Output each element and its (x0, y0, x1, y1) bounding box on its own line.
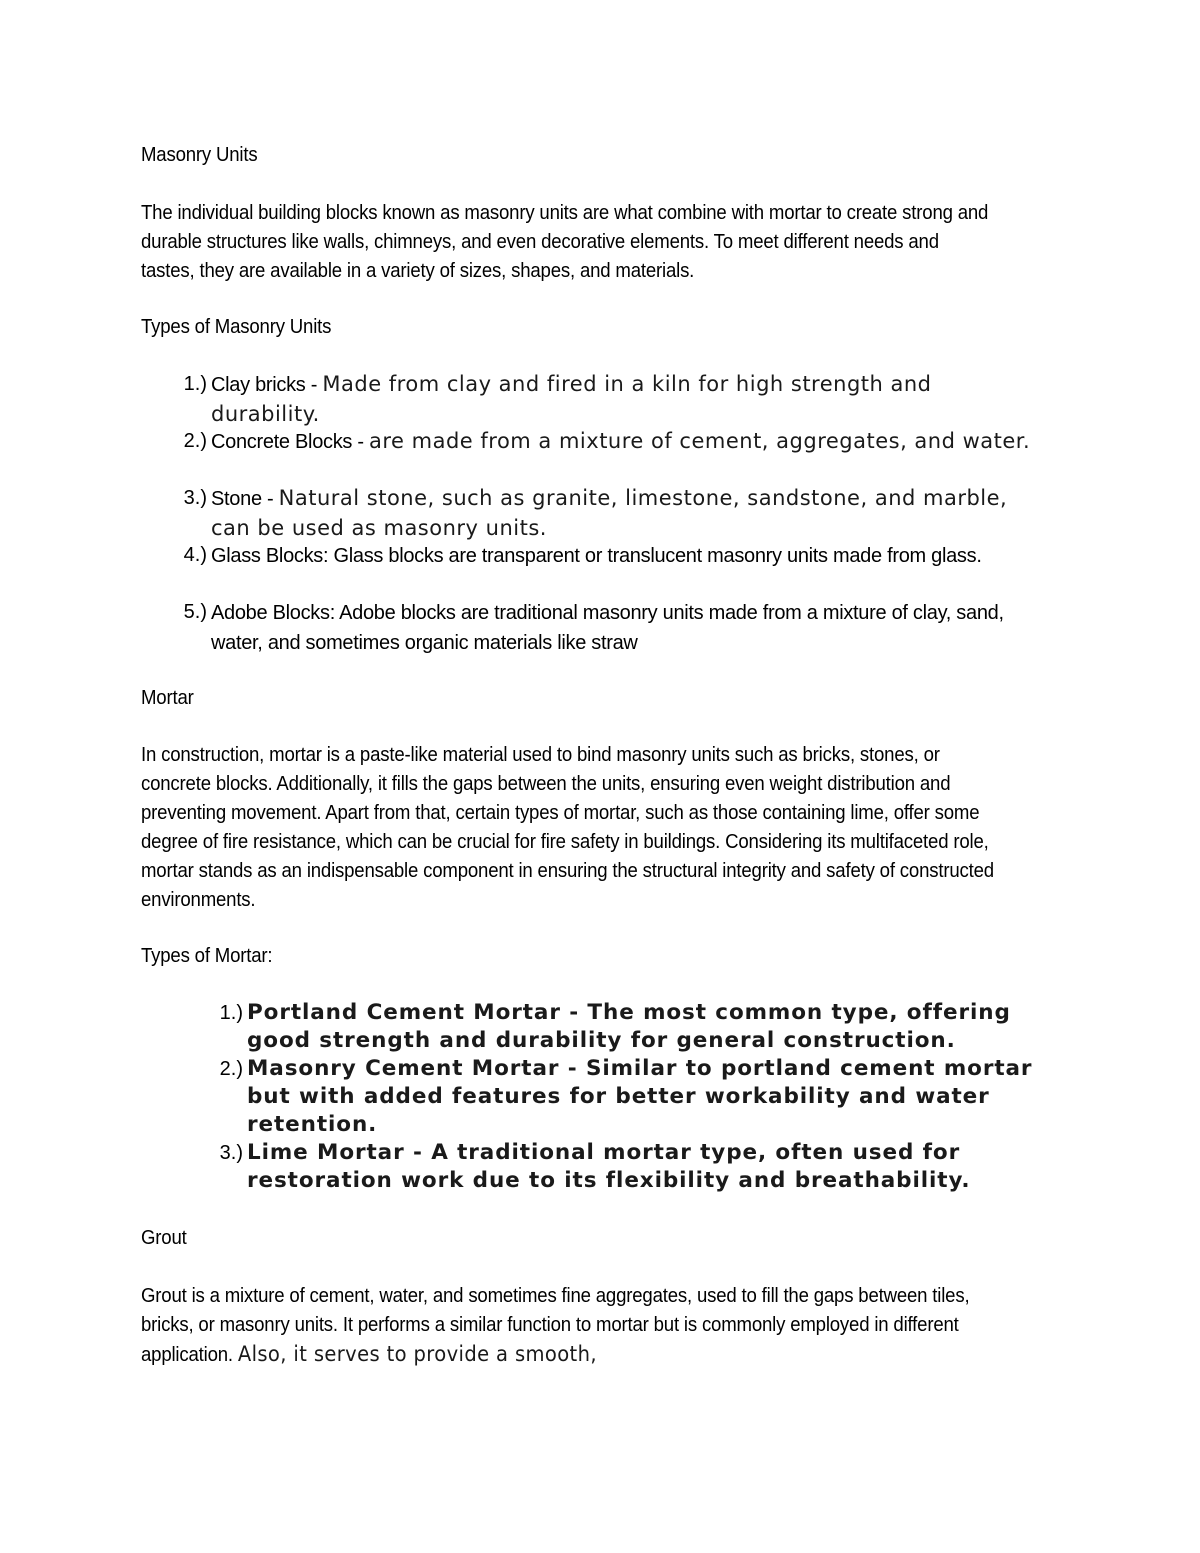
item-description: Natural stone, such as granite, limestone, sandstone, and marble, can be used as masonry units. (211, 486, 1008, 540)
heading-types-of-masonry-units: Types of Masonry Units (141, 316, 332, 338)
item-label: Concrete Blocks - (211, 431, 369, 453)
list-number: 3.) (183, 487, 207, 509)
item-text: Glass Blocks: Glass blocks are transparent or translucent masonry units made from glass. (211, 545, 982, 567)
list-number: 1.) (219, 1002, 243, 1024)
heading-types-of-mortar: Types of Mortar: (141, 945, 273, 967)
list-item (183, 541, 1041, 598)
item-description: are made from a mixture of cement, aggregates, and water. (369, 429, 1031, 453)
list-number: 2.) (219, 1058, 243, 1080)
list-item (219, 999, 1067, 1055)
paragraph-mortar: In construction, mortar is a paste-like material used to bind masonry units such as bricks, stones, or concrete blocks. Additionally, it fills the gaps between the units, ensuring even weight distribution and preventing movement. Apart from that, certain types of mortar, such as those containing lime, offer some degree of fire resistance, which can be crucial for fire safety in buildings. Considering its multifaceted role, mortar stands as an indispensable component in ensuring the structural integrity and safety of constructed environments. (141, 744, 994, 911)
grout-text-part2: Also, it serves to provide a smooth, (237, 1342, 597, 1366)
list-number: 4.) (183, 544, 207, 566)
list-number: 5.) (183, 601, 207, 623)
list-item (183, 484, 1041, 541)
list-item (183, 370, 1041, 427)
paragraph-grout (141, 1282, 997, 1370)
list-number: 2.) (183, 430, 207, 452)
item-text: Adobe Blocks: Adobe blocks are traditional masonry units made from a mixture of clay, sand, water, and sometimes organic materials like straw (211, 602, 1004, 654)
heading-masonry-units: Masonry Units (141, 144, 258, 166)
item-description: Made from clay and fired in a kiln for high strength and durability. (211, 372, 932, 426)
grout-text-part1: Grout is a mixture of cement, water, and sometimes fine aggregates, used to fill the gaps between tiles, bricks, or masonry units. It performs a similar function to mortar but is commonly employed in different application. (141, 1285, 970, 1366)
heading-grout: Grout (141, 1227, 187, 1249)
item-text: Masonry Cement Mortar - Similar to portland cement mortar but with added features for better workability and water retention. (247, 1056, 1033, 1137)
list-item (219, 1055, 1067, 1139)
list-item (219, 1139, 1067, 1195)
list-number: 3.) (219, 1142, 243, 1164)
list-item (183, 598, 1041, 655)
masonry-units-list (183, 370, 1041, 655)
paragraph-masonry-units: The individual building blocks known as masonry units are what combine with mortar to create strong and durable structures like walls, chimneys, and even decorative elements. To meet different needs and tastes, they are available in a variety of sizes, shapes, and materials. (141, 202, 989, 282)
mortar-types-list (219, 999, 1067, 1195)
item-text: Portland Cement Mortar - The most common type, offering good strength and durability for general construction. (247, 1000, 1011, 1053)
item-label: Clay bricks - (211, 374, 323, 396)
heading-mortar: Mortar (141, 687, 194, 709)
list-number: 1.) (183, 373, 207, 395)
list-item (183, 427, 1041, 484)
item-text: Lime Mortar - A traditional mortar type, often used for restoration work due to its flexibility and breathability. (247, 1140, 971, 1193)
item-label: Stone - (211, 488, 279, 510)
